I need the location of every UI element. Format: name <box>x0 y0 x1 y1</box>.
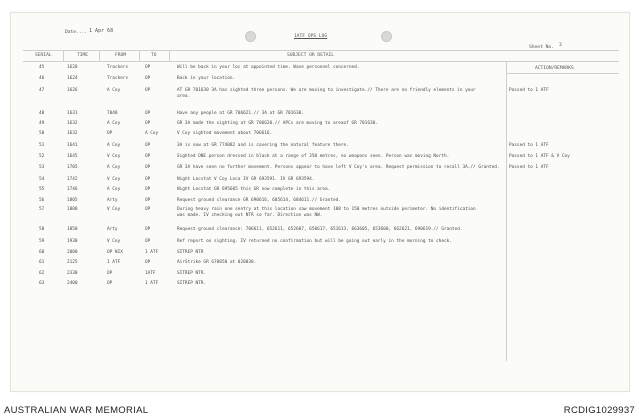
cell-from: Arty <box>107 227 118 232</box>
cell-time: 1631 <box>67 111 78 116</box>
cell-serial: 53 <box>39 165 45 170</box>
cell-serial: 63 <box>39 281 45 286</box>
cell-to: 1 ATF <box>145 250 159 255</box>
cell-serial: 57 <box>39 207 45 212</box>
cell-time: 1624 <box>67 76 78 81</box>
cell-detail: SITREP NTR <box>177 250 204 255</box>
cell-time: 2125 <box>67 260 78 265</box>
cell-to: 1 ATF <box>145 281 159 286</box>
cell-detail: GR 3A have seen no further movement. Persons appear to have left V Coy's area. Request permission to recall 3A.// Granted. <box>177 165 500 170</box>
cell-to: OP <box>145 111 151 116</box>
cell-action: Passed to 1 ATF & V Coy <box>509 154 570 159</box>
cell-serial: 60 <box>39 250 45 255</box>
col-header-serial: SERIAL <box>35 53 52 58</box>
cell-time: 1746 <box>67 187 78 192</box>
cell-detail-continued: area. <box>177 94 191 99</box>
cell-detail: Sighted ONE person dressed in black at a range of 350 metres, no weapons seen. Person was moving North. <box>177 154 450 159</box>
cell-to: OP <box>145 227 151 232</box>
cell-detail-continued: was made. IV checking out NTR so far. Direction was NW. <box>177 213 323 218</box>
cell-from: A Coy <box>107 165 121 170</box>
cell-from: A Coy <box>107 143 121 148</box>
cell-detail: Ref report on sighting. IV returned no confirmation but will be going out early in the morning to check. <box>177 239 452 244</box>
cell-time: 1645 <box>67 154 78 159</box>
cell-to: OP <box>145 88 151 93</box>
col-header-time: TIME <box>77 53 89 58</box>
footer-left: AUSTRALIAN WAR MEMORIAL <box>4 405 149 416</box>
cell-to: OP <box>145 177 151 182</box>
cell-time: 1930 <box>67 239 78 244</box>
cell-from: A Coy <box>107 88 121 93</box>
cell-from: V Coy <box>107 177 121 182</box>
header-bottom-rule <box>23 61 619 62</box>
cell-from: OP <box>107 271 113 276</box>
cell-action: Passed to 1 ATF <box>509 88 549 93</box>
cell-to: OP <box>145 154 151 159</box>
cell-to: OP <box>145 198 151 203</box>
cell-time: 1620 <box>67 65 78 70</box>
log-title: 1ATF OPS LOG <box>294 34 328 39</box>
cell-detail: Request ground clearance GR 690616, 685614, 684611.// Granted. <box>177 198 341 203</box>
cell-serial: 45 <box>39 65 45 70</box>
cell-detail: GR 3A made the sighting at GR 706620.// APCs are moving to areaof GR 701630. <box>177 121 378 126</box>
cell-serial: 55 <box>39 187 45 192</box>
cell-time: 1641 <box>67 143 78 148</box>
cell-time: 2330 <box>67 271 78 276</box>
col-divider-3 <box>139 50 140 61</box>
cell-detail: Night Locstat V Coy Loca IV GR 693591. IV GR 693594. <box>177 177 315 182</box>
cell-detail: Will be back in your loc at appointed time. Wave personnel concerned. <box>177 65 360 70</box>
cell-detail: V Coy sighted movement about 706616. <box>177 131 273 136</box>
cell-serial: 48 <box>39 111 45 116</box>
cell-from: Trackers <box>107 65 129 70</box>
cell-action: Passed to 1 ATF <box>509 143 549 148</box>
cell-to: OP <box>145 260 151 265</box>
cell-to: OP <box>145 121 151 126</box>
cell-from: OP <box>107 131 113 136</box>
cell-to: OP <box>145 76 151 81</box>
cell-detail: Back in your location. <box>177 76 236 81</box>
cell-from: Trackers <box>107 76 129 81</box>
cell-action: Passed to 1 ATF <box>509 165 549 170</box>
table-top-rule <box>23 50 619 51</box>
cell-detail: AirStrike GR 670850 at 020030. <box>177 260 257 265</box>
col-header-to: TO <box>151 53 157 58</box>
cell-time: 1632 <box>67 121 78 126</box>
cell-to: OP <box>145 65 151 70</box>
cell-serial: 56 <box>39 198 45 203</box>
cell-serial: 61 <box>39 260 45 265</box>
col-divider-4 <box>169 50 170 61</box>
cell-from: V Coy <box>107 207 121 212</box>
col-divider-2 <box>99 50 100 61</box>
cell-serial: 62 <box>39 271 45 276</box>
col-header-action: ACTION/REMARKS <box>535 66 574 71</box>
cell-from: A Coy <box>107 187 121 192</box>
cell-serial: 51 <box>39 143 45 148</box>
cell-serial: 50 <box>39 131 45 136</box>
cell-from: V Coy <box>107 154 121 159</box>
action-col-divider <box>506 61 507 361</box>
cell-time: 1808 <box>67 207 78 212</box>
cell-detail: During heavy rain one sentry at this location saw movement 100 to 150 metres outside perimeter. No identification <box>177 207 476 212</box>
date-value: 1 Apr 68 <box>89 28 114 34</box>
cell-from: Arty <box>107 198 118 203</box>
cell-to: OP <box>145 165 151 170</box>
col-header-from: FROM <box>115 53 127 58</box>
cell-serial: 52 <box>39 154 45 159</box>
punch-hole-left <box>245 31 256 42</box>
cell-detail: SITREP NTR. <box>177 281 207 286</box>
cell-detail: SITREP NTR. <box>177 271 207 276</box>
log-sheet <box>10 12 630 392</box>
action-header-rule <box>506 73 619 74</box>
punch-hole-right <box>381 31 392 42</box>
cell-serial: 47 <box>39 88 45 93</box>
sheet-label: Sheet No. <box>529 45 554 50</box>
cell-time: 1850 <box>67 227 78 232</box>
cell-from: 1 ATF <box>107 260 121 265</box>
cell-detail: Have any people at GR 706621.// 3A at GR 701630. <box>177 111 304 116</box>
cell-time: 2400 <box>67 281 78 286</box>
cell-from: V Coy <box>107 239 121 244</box>
col-header-subject: SUBJECT OR DETAIL <box>287 53 335 58</box>
cell-to: A Coy <box>145 131 159 136</box>
footer-right: RCDIG1029937 <box>563 405 635 416</box>
cell-serial: 54 <box>39 177 45 182</box>
cell-to: OP <box>145 143 151 148</box>
cell-from: A Coy <box>107 121 121 126</box>
cell-time: 1705 <box>67 165 78 170</box>
cell-serial: 59 <box>39 239 45 244</box>
cell-time: 1805 <box>67 198 78 203</box>
cell-to: OP <box>145 207 151 212</box>
cell-detail: AT GR 701630 3A has sighted three persons. We are moving to investigate.// There are no friendly elements in your <box>177 88 476 93</box>
cell-from: OP <box>107 281 113 286</box>
cell-serial: 46 <box>39 76 45 81</box>
cell-from: 7048 <box>107 111 118 116</box>
cell-to: 1ATF <box>145 271 156 276</box>
col-divider-1 <box>63 50 64 61</box>
cell-time: 1632 <box>67 131 78 136</box>
cell-to: OP <box>145 187 151 192</box>
cell-time: 1626 <box>67 88 78 93</box>
cell-detail: 3A is now at GR 774082 and is covering the natural feature there. <box>177 143 349 148</box>
cell-time: 1742 <box>67 177 78 182</box>
cell-detail: Night Locstat GR 695605 this GR now complete in this area. <box>177 187 331 192</box>
cell-detail: Request ground clearance: 706611, 652611, 652607, 650617, 651613, 663605, 653600, 662621, 690619.// Granted. <box>177 227 463 232</box>
cell-time: 2000 <box>67 250 78 255</box>
cell-from: OP NIX <box>107 250 123 255</box>
cell-to: OP <box>145 239 151 244</box>
date-label: Date.... <box>65 30 88 35</box>
sheet-value: 3 <box>559 43 562 48</box>
cell-serial: 58 <box>39 227 45 232</box>
cell-serial: 49 <box>39 121 45 126</box>
